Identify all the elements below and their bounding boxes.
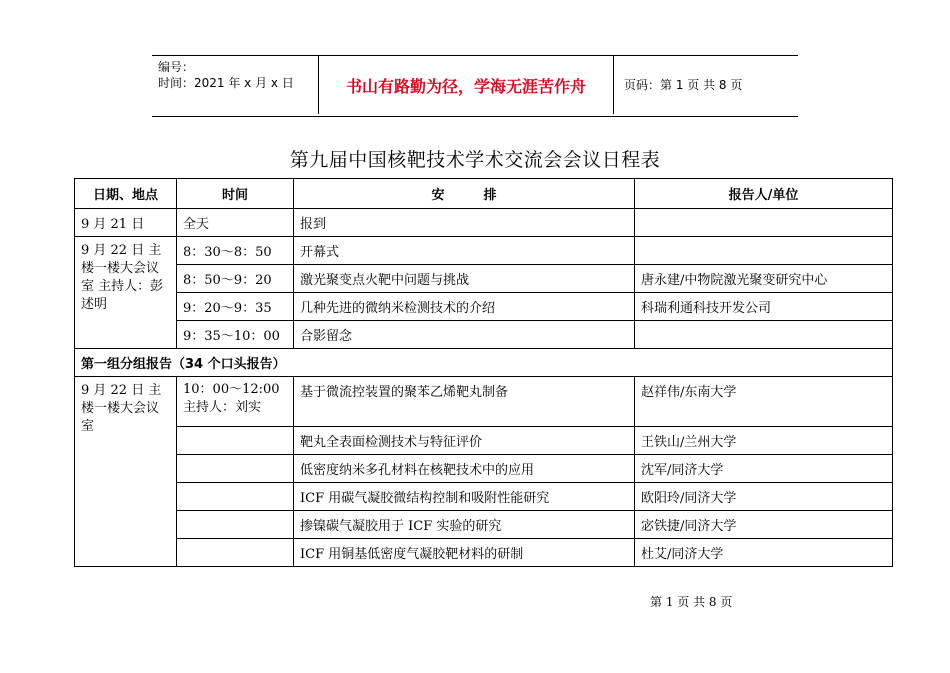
header-arrangement: 安 排: [294, 179, 635, 209]
time-cell: 9：20～9：35: [177, 293, 294, 321]
date-cell: 9 月 22 日 主楼一楼大会议室 主持人：彭述明: [75, 237, 177, 349]
header-reporter: 报告人/单位: [635, 179, 893, 209]
time-cell: 8：50～9：20: [177, 265, 294, 293]
table-row: [75, 377, 893, 427]
arrangement-cell: 开幕式: [294, 237, 635, 265]
time-cell: [177, 483, 294, 511]
arrangement-cell: 报到: [294, 209, 635, 237]
arrangement-cell: 几种先进的微纳米检测技术的介绍: [294, 293, 635, 321]
time-cell: [177, 511, 294, 539]
arrangement-cell: 靶丸全表面检测技术与特征评价: [294, 427, 635, 455]
arrangement-cell: ICF 用铜基低密度气凝胶靶材料的研制: [294, 539, 635, 567]
reporter-cell: 杜艾/同济大学: [635, 539, 893, 567]
reporter-cell: [635, 237, 893, 265]
number-label: 编号：: [158, 60, 195, 74]
page-header: [152, 55, 798, 117]
table-row: [75, 511, 893, 539]
table-row: [75, 293, 893, 321]
header-left: [158, 59, 294, 91]
header-time: 时间: [177, 179, 294, 209]
schedule-table: [74, 178, 893, 567]
reporter-cell: 唐永建/中物院激光聚变研究中心: [635, 265, 893, 293]
table-row: [75, 455, 893, 483]
time-cell: [177, 455, 294, 483]
reporter-cell: 沈军/同济大学: [635, 455, 893, 483]
time-cell: 全天: [177, 209, 294, 237]
header-date: 日期、地点: [75, 179, 177, 209]
reporter-cell: 欧阳玲/同济大学: [635, 483, 893, 511]
table-row: [75, 237, 893, 265]
table-header-row: [75, 179, 893, 209]
table-row: [75, 427, 893, 455]
time-cell: 8：30～8：50: [177, 237, 294, 265]
page-footer: 第 1 页 共 8 页: [650, 595, 733, 609]
time-label: 时间：2021 年 x 月 x 日: [158, 76, 294, 90]
arrangement-cell: ICF 用碳气凝胶微结构控制和吸附性能研究: [294, 483, 635, 511]
arrangement-cell: 激光聚变点火靶中问题与挑战: [294, 265, 635, 293]
group-title: 第一组分组报告（34 个口头报告）: [75, 349, 893, 377]
time-cell: [177, 539, 294, 567]
document-title: 第九届中国核靶技术学术交流会会议日程表: [289, 149, 661, 171]
table-row: [75, 321, 893, 349]
table-row: [75, 539, 893, 567]
time-cell: 10：00～12:00 主持人：刘实: [177, 377, 294, 427]
arrangement-cell: 基于微流控装置的聚苯乙烯靶丸制备: [294, 377, 635, 427]
time-cell: [177, 427, 294, 455]
reporter-cell: [635, 321, 893, 349]
reporter-cell: 赵祥伟/东南大学: [635, 377, 893, 427]
arrangement-cell: 低密度纳米多孔材料在核靶技术中的应用: [294, 455, 635, 483]
group-header-row: [75, 349, 893, 377]
table-row: [75, 265, 893, 293]
reporter-cell: 科瑞利通科技开发公司: [635, 293, 893, 321]
reporter-cell: 王铁山/兰州大学: [635, 427, 893, 455]
table-row: [75, 209, 893, 237]
motto: 书山有路勤为径，学海无涯苦作舟: [318, 56, 614, 114]
time-cell: 9：35～10：00: [177, 321, 294, 349]
page-info: 页码：第 1 页 共 8 页: [624, 78, 743, 92]
date-cell: 9 月 21 日: [75, 209, 177, 237]
reporter-cell: 宓铁捷/同济大学: [635, 511, 893, 539]
table-row: [75, 483, 893, 511]
arrangement-cell: 合影留念: [294, 321, 635, 349]
reporter-cell: [635, 209, 893, 237]
date-cell: 9 月 22 日 主楼一楼大会议室: [75, 377, 177, 567]
arrangement-cell: 掺镍碳气凝胶用于 ICF 实验的研究: [294, 511, 635, 539]
